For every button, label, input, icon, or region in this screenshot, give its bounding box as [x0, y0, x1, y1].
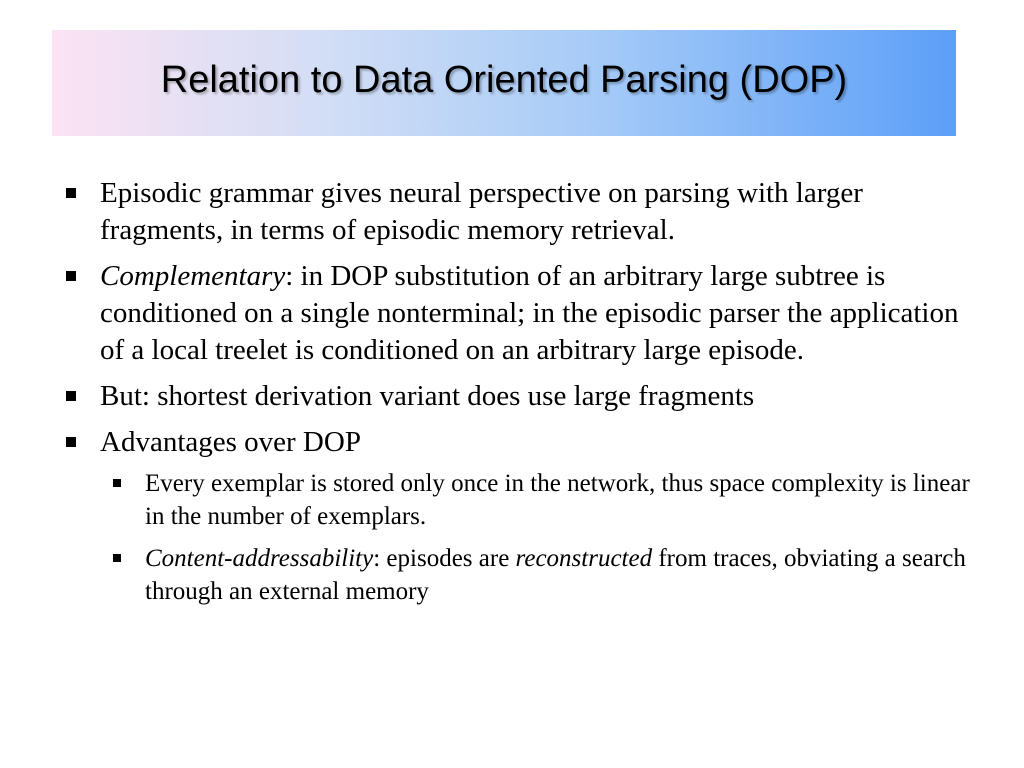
bullet-text: Episodic grammar gives neural perspective on parsing with larger fragments, in terms of episodic memory retrieval. [100, 177, 863, 246]
slide-body [62, 175, 974, 617]
square-bullet-icon [66, 391, 76, 401]
bullet-text: But: shortest derivation variant does use large fragments [100, 380, 755, 412]
bullet-text: Advantages over DOP [100, 426, 361, 458]
square-bullet-icon [66, 437, 76, 447]
square-bullet-icon [66, 271, 76, 281]
bullet-text: : in DOP substitution of an arbitrary large subtree is conditioned on a single nonterminal; in the episodic parser the application of a local treelet is conditioned on an arbitrary large episode. [100, 260, 959, 366]
bullet-item [62, 424, 974, 608]
square-bullet-icon [113, 554, 121, 562]
square-bullet-icon [66, 188, 76, 198]
sub-bullet-text: from traces, obviating a search through an external memory [145, 545, 966, 605]
sub-bullet-item [100, 542, 974, 608]
bullet-item [62, 378, 974, 415]
sub-bullet-italic-mid: reconstructed [515, 545, 653, 572]
sub-bullet-item [100, 467, 974, 533]
slide-title: Relation to Data Oriented Parsing (DOP) [160, 58, 848, 101]
sub-bullet-text: Every exemplar is stored only once in the network, thus space complexity is linear in the number of exemplars. [145, 470, 970, 530]
title-bar [52, 30, 956, 136]
bullet-item [62, 175, 974, 249]
bullet-list [62, 175, 974, 608]
sub-bullet-text: : episodes are [373, 545, 516, 572]
bullet-item [62, 258, 974, 369]
sub-bullet-list [100, 467, 974, 608]
square-bullet-icon [113, 479, 121, 487]
sub-bullet-italic-lead: Content-addressability [145, 545, 374, 572]
bullet-italic-lead: Complementary [100, 260, 286, 292]
